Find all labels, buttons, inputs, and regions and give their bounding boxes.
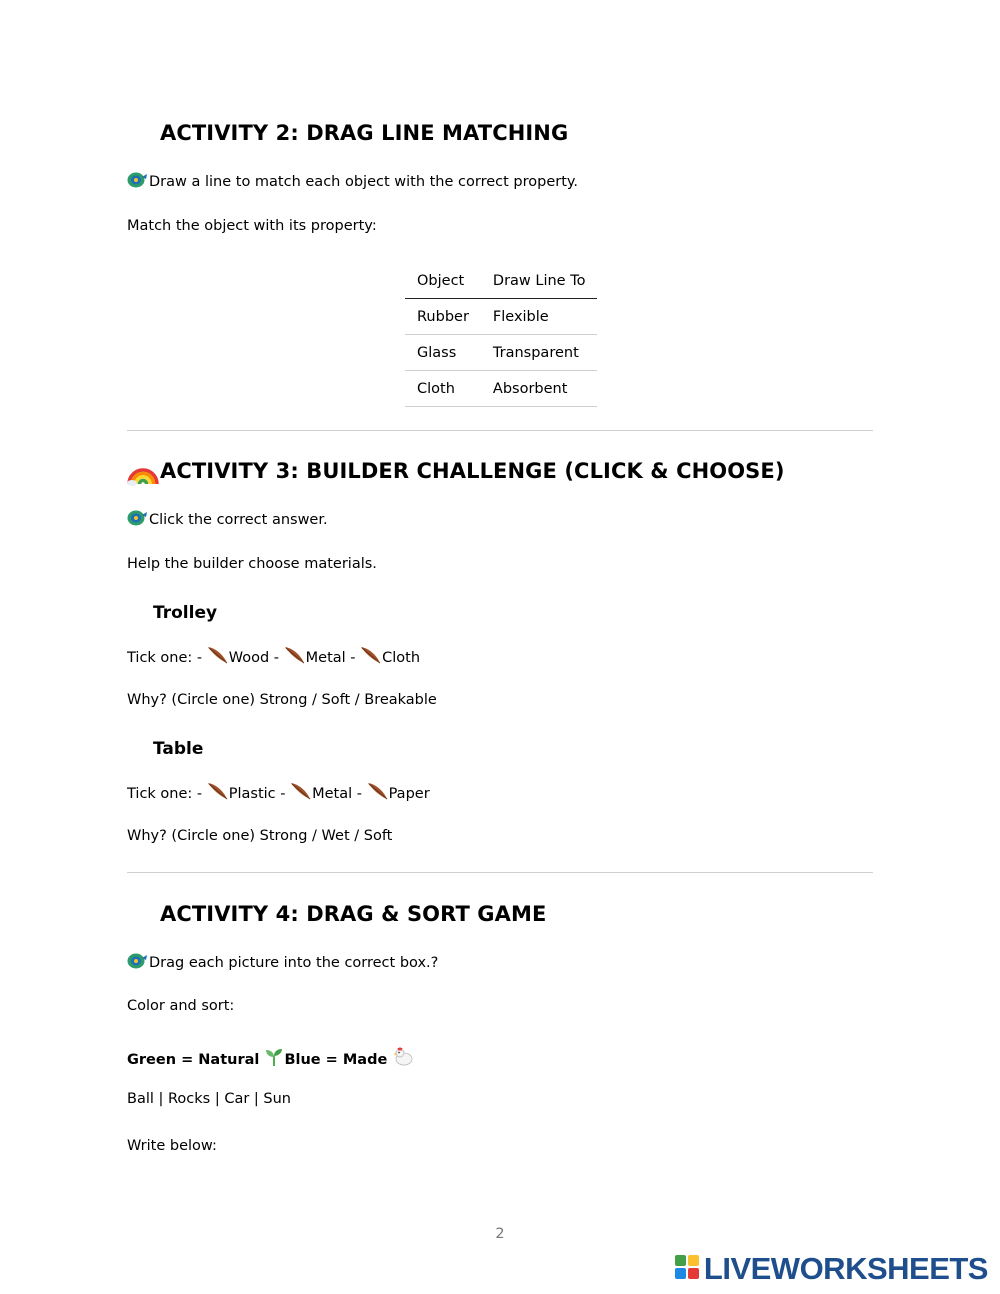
option-metal[interactable]: Metal -	[284, 650, 360, 666]
table-cell-object[interactable]: Glass	[405, 335, 481, 371]
activity2-title: ACTIVITY 2: DRAG LINE MATCHING	[160, 121, 569, 145]
table-cell-property[interactable]: Transparent	[481, 335, 598, 371]
liveworksheets-brand[interactable]	[675, 1251, 988, 1287]
table-tick-line	[127, 781, 430, 805]
feather-icon	[284, 645, 306, 669]
page-number: 2	[495, 1226, 505, 1242]
feather-icon	[360, 645, 382, 669]
option-metal[interactable]: Metal -	[290, 786, 366, 802]
feather-icon	[207, 781, 229, 805]
matching-table	[405, 264, 597, 407]
activity3-prompt: Help the builder choose materials.	[127, 556, 377, 572]
option-plastic[interactable]: Plastic -	[207, 786, 290, 802]
trolley-tick-line	[127, 645, 420, 669]
feather-icon	[290, 781, 312, 805]
activity4-instruction: Drag each picture into the correct box.?	[149, 955, 439, 971]
option-paper[interactable]: Paper	[367, 786, 430, 802]
trolley-why[interactable]: Why? (Circle one) Strong / Soft / Breakable	[127, 692, 437, 708]
activity3-instruction: Click the correct answer.	[149, 512, 328, 528]
activity4-title: ACTIVITY 4: DRAG & SORT GAME	[160, 902, 547, 926]
activity2-prompt: Match the object with its property:	[127, 218, 377, 234]
table-cell-object[interactable]: Cloth	[405, 371, 481, 407]
table-heading: Table	[153, 739, 204, 759]
peacock-icon	[127, 952, 149, 974]
brand-name: LIVEWORKSHEETS	[703, 1251, 988, 1286]
trolley-heading: Trolley	[153, 603, 218, 623]
write-below: Write below:	[127, 1138, 217, 1154]
table-header-draw-line-to: Draw Line To	[481, 264, 598, 299]
table-cell-property[interactable]: Absorbent	[481, 371, 598, 407]
chicken-icon	[392, 1045, 414, 1071]
tick-prefix: Tick one: -	[127, 786, 207, 802]
activity4-prompt: Color and sort:	[127, 998, 235, 1014]
table-why[interactable]: Why? (Circle one) Strong / Wet / Soft	[127, 828, 393, 844]
option-cloth[interactable]: Cloth	[360, 650, 420, 666]
sort-items[interactable]: Ball | Rocks | Car | Sun	[127, 1091, 291, 1107]
seedling-icon	[264, 1047, 284, 1071]
table-cell-object[interactable]: Rubber	[405, 299, 481, 335]
section-divider	[127, 430, 873, 431]
activity2-instruction-line	[127, 171, 578, 193]
option-wood[interactable]: Wood -	[207, 650, 284, 666]
table-header-row	[405, 264, 597, 299]
sort-legend	[127, 1045, 414, 1071]
rainbow-icon	[127, 456, 159, 490]
table-row[interactable]	[405, 335, 597, 371]
activity3-instruction-line	[127, 509, 328, 531]
table-cell-property[interactable]: Flexible	[481, 299, 598, 335]
legend-green: Green = Natural	[127, 1052, 260, 1068]
peacock-icon	[127, 171, 149, 193]
peacock-icon	[127, 509, 149, 531]
activity3-title: ACTIVITY 3: BUILDER CHALLENGE (CLICK & CHOOSE)	[160, 459, 785, 483]
table-header-object: Object	[405, 264, 481, 299]
tick-prefix: Tick one: -	[127, 650, 207, 666]
section-divider	[127, 872, 873, 873]
feather-icon	[207, 645, 229, 669]
feather-icon	[367, 781, 389, 805]
activity2-instruction: Draw a line to match each object with the correct property.	[149, 174, 579, 190]
legend-blue: Blue = Made	[284, 1052, 388, 1068]
table-row[interactable]	[405, 299, 597, 335]
table-row[interactable]	[405, 371, 597, 407]
activity4-instruction-line	[127, 952, 438, 974]
liveworksheets-logo-icon	[675, 1255, 701, 1283]
